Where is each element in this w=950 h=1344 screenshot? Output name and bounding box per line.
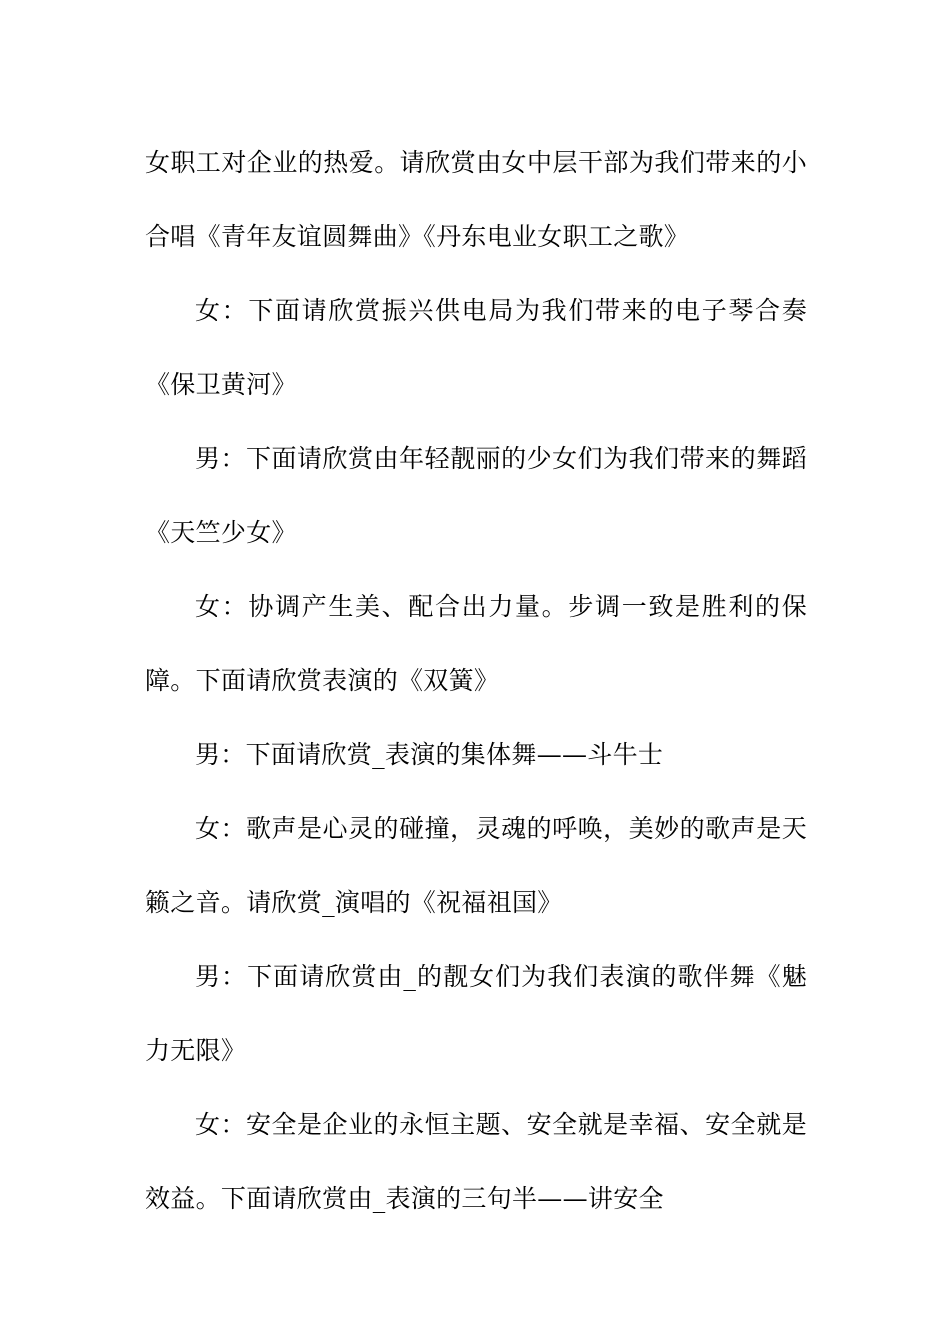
- document-body: [145, 126, 807, 1236]
- paragraph-1: 女职工对企业的热爱。请欣赏由女中层干部为我们带来的小合唱《青年友谊圆舞曲》《丹东电业女职工之歌》: [145, 148, 807, 251]
- paragraph-6: 女：歌声是心灵的碰撞，灵魂的呼唤，美妙的歌声是天籁之音。请欣赏_演唱的《祝福祖国》: [145, 814, 807, 917]
- paragraph-2: 女：下面请欣赏振兴供电局为我们带来的电子琴合奏《保卫黄河》: [145, 296, 807, 399]
- paragraph-4: 女：协调产生美、配合出力量。步调一致是胜利的保障。下面请欣赏表演的《双簧》: [145, 592, 807, 695]
- paragraph-3: 男：下面请欣赏由年轻靓丽的少女们为我们带来的舞蹈《天竺少女》: [145, 444, 807, 547]
- paragraph-7: 男：下面请欣赏由_的靓女们为我们表演的歌伴舞《魅力无限》: [145, 962, 807, 1065]
- paragraph-5: 男：下面请欣赏_表演的集体舞——斗牛士: [195, 740, 664, 769]
- paragraph-8: 女：安全是企业的永恒主题、安全就是幸福、安全就是效益。下面请欣赏由_表演的三句半——讲安全: [145, 1110, 807, 1213]
